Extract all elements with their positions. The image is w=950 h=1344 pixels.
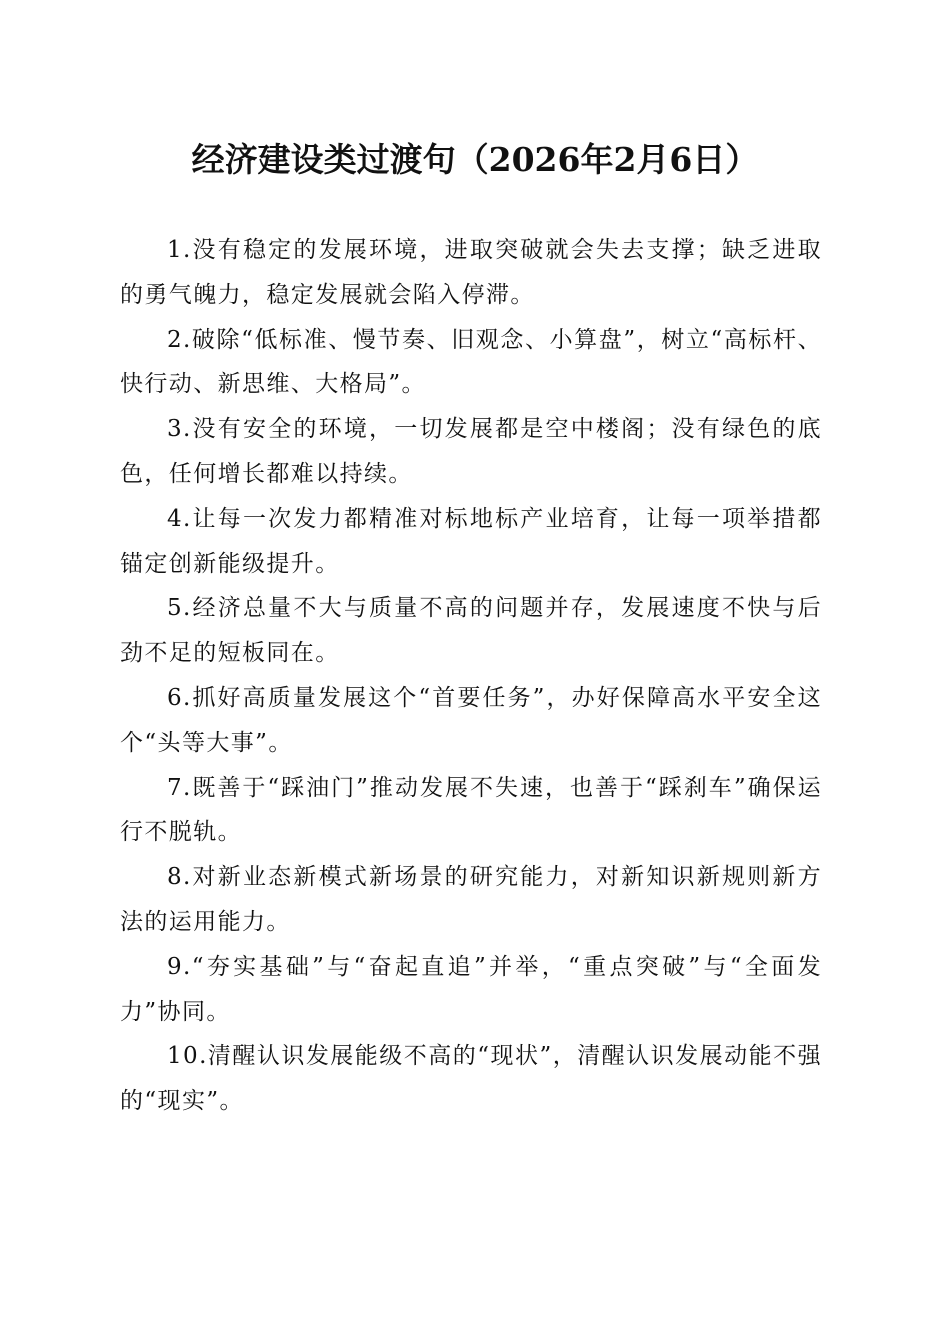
paragraph-5: 5.经济总量不大与质量不高的问题并存，发展速度不快与后劲不足的短板同在。 (120, 595, 822, 667)
paragraph-1: 1.没有稳定的发展环境，进取突破就会失去支撑；缺乏进取的勇气魄力，稳定发展就会陷入停滞。 (120, 237, 822, 308)
paragraph-9: 9.“夯实基础”与“奋起直追”并举，“重点突破”与“全面发力”协同。 (120, 953, 822, 1025)
document-title: 经济建设类过渡句（2026年2月6日） (191, 140, 759, 179)
paragraph-4: 4.让每一次发力都精准对标地标产业培育，让每一项举措都锚定创新能级提升。 (120, 505, 822, 577)
paragraph-3: 3.没有安全的环境，一切发展都是空中楼阁；没有绿色的底色，任何增长都难以持续。 (120, 416, 822, 487)
paragraph-2: 2.破除“低标准、慢节奏、旧观念、小算盘”，树立“高标杆、快行动、新思维、大格局”。 (120, 326, 822, 398)
paragraph-6: 6.抓好高质量发展这个“首要任务”，办好保障高水平安全这个“头等大事”。 (120, 684, 822, 756)
paragraph-10: 10.清醒认识发展能级不高的“现状”，清醒认识发展动能不强的“现实”。 (120, 1043, 822, 1115)
document-body (120, 228, 822, 1124)
paragraph-8: 8.对新业态新模式新场景的研究能力，对新知识新规则新方法的运用能力。 (120, 864, 822, 935)
paragraph-7: 7.既善于“踩油门”推动发展不失速，也善于“踩刹车”确保运行不脱轨。 (120, 774, 822, 846)
